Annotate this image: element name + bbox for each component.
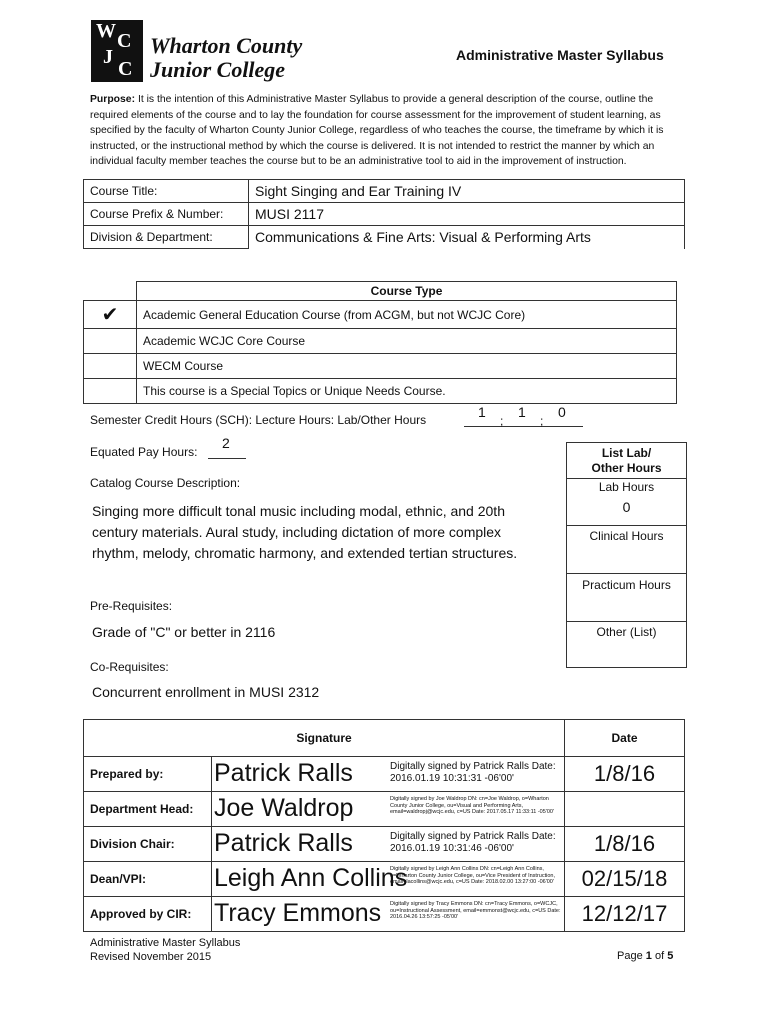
checkbox-wecm[interactable] [84,354,137,379]
college-logo-mark [91,20,143,82]
lab-hours-label: Lab Hours [598,480,655,494]
page-current: 1 [645,950,652,962]
course-title-label: Course Title: [84,180,249,203]
signer-name: Joe Waldrop [214,794,354,822]
course-prefix-value: MUSI 2117 [249,203,685,226]
digital-signature-note: Digitally signed by Joe Waldrop DN: cn=Joe Waldrop, o=Wharton County Junior College, ou=Visual and Performing Arts, email=waldropj@wcjc.edu, c=US Date: 2017.05.17 11:33:11 -05'00' [390,796,555,815]
practicum-hours-label: Practicum Hours [582,578,671,592]
signature-role: Prepared by: [84,757,212,792]
practicum-hours-cell [567,574,686,622]
course-type-row [84,329,677,354]
sch-underline [464,426,583,427]
signature-cell [212,792,565,827]
page-prefix: Page [617,950,643,962]
signer-name: Patrick Ralls [214,829,353,857]
footer-line2: Revised November 2015 [90,951,212,963]
signature-cell [212,757,565,792]
division-value: Communications & Fine Arts: Visual & Performing Arts [249,226,685,249]
catalog-label: Catalog Course Description: [90,476,241,490]
digital-signature-note: Digitally signed by Tracy Emmons DN: cn=Tracy Emmons, o=WCJC, ou=Instructional Assessment, email=emmonst@wcjc.edu, c=US Date: 2016.04.26 13:57:25 -05'00' [390,901,561,920]
hours-header-line: List Lab/ [601,446,652,460]
course-type-label: Academic General Education Course (from ACGM, but not WCJC Core) [137,301,677,329]
logo-letter: J [103,46,113,68]
signature-date [565,792,685,827]
catalog-line: rhythm, melody, chromatic harmony, and extended tertian structures. [92,545,518,561]
course-type-row [84,301,677,329]
checkbox-acgm[interactable]: ✔ [84,301,137,329]
course-type-heading: Course Type [137,282,677,301]
sch-label: Semester Credit Hours (SCH): Lecture Hours: Lab/Other Hours [90,413,427,427]
signature-date: 02/15/18 [565,862,685,897]
signer-name: Patrick Ralls [214,759,353,787]
course-type-row [84,379,677,404]
logo-letter: W [96,20,116,42]
signature-role: Division Chair: [84,827,212,862]
footer-line1: Administrative Master Syllabus [90,937,241,949]
signer-name: Tracy Emmons [214,899,382,927]
digital-signature-note: Digitally signed by Patrick Ralls Date: 2016.01.19 10:31:46 -06'00' [390,831,556,854]
lab-hours-cell [567,479,686,526]
signature-row [84,897,685,932]
lab-hours-cell-value: 0 [622,499,631,515]
course-type-table [83,281,677,404]
page-of: of [654,950,665,962]
division-label: Division & Department: [84,226,249,249]
signature-cell [212,827,565,862]
course-type-empty-header [84,282,137,301]
clinical-hours-cell [567,526,686,574]
sch-separator: ; [540,414,544,428]
signature-row [84,757,685,792]
document-title: Administrative Master Syllabus [456,47,664,63]
course-prefix-label: Course Prefix & Number: [84,203,249,226]
sch-value: 1 [478,404,486,420]
signature-column-header: Signature [84,720,565,757]
coreq-value: Concurrent enrollment in MUSI 2312 [92,684,320,700]
clinical-hours-label: Clinical Hours [589,529,664,543]
coreq-label: Co-Requisites: [90,660,169,674]
college-name-line2: Junior College [150,57,286,82]
checkbox-special-topics[interactable] [84,379,137,404]
course-type-label: Academic WCJC Core Course [137,329,677,354]
prereq-label: Pre-Requisites: [90,599,173,613]
signature-date: 1/8/16 [565,827,685,862]
prereq-value: Grade of "C" or better in 2116 [92,624,276,640]
lab-other-hours-header [567,443,686,479]
logo-letter: C [117,30,132,52]
signature-row [84,827,685,862]
hours-header-line: Other Hours [591,461,662,475]
digital-signature-note: Digitally signed by Patrick Ralls Date: 2016.01.19 10:31:31 -06'00' [390,761,556,784]
signature-date: 1/8/16 [565,757,685,792]
course-info-row [84,203,685,226]
purpose-label: Purpose: [90,94,136,105]
purpose-paragraph [90,92,682,170]
catalog-line: Singing more difficult tonal music including modal, ethnic, and 20th [92,503,505,519]
course-info-row [84,226,685,249]
equated-pay-value: 2 [222,435,230,451]
equated-pay-label: Equated Pay Hours: [90,445,198,459]
lab-hours-value: 0 [558,404,566,420]
digital-signature-note: Digitally signed by Leigh Ann Collins DN: cn=Leigh Ann Collins, o=Wharton County Junior College, ou=Vice President of Instruction, email=lacollins@wcjc.edu, c=US Date: 2018.02.00 13:27:00 -06'00' [390,866,555,885]
signature-table [83,719,685,932]
other-hours-cell [567,622,686,666]
course-type-row [84,354,677,379]
lab-other-hours-box [566,442,687,668]
signature-role: Dean/VPI: [84,862,212,897]
catalog-description [92,501,517,564]
course-info-table [83,179,685,249]
logo-letter: C [118,58,133,80]
page-number [617,950,673,962]
signature-date: 12/12/17 [565,897,685,932]
footer [90,936,240,964]
signature-role: Department Head: [84,792,212,827]
other-hours-label: Other (List) [596,625,657,639]
signature-row [84,862,685,897]
course-type-label: This course is a Special Topics or Unique Needs Course. [137,379,677,404]
college-name [150,34,302,82]
checkbox-wcjc-core[interactable] [84,329,137,354]
signature-row [84,792,685,827]
course-type-label: WECM Course [137,354,677,379]
date-column-header: Date [565,720,685,757]
signature-cell [212,862,565,897]
purpose-text: It is the intention of this Administrative Master Syllabus to provide a general description of the course, outline the required elements of the course and to lay the foundation for course assessment for the improvement of student learning, as specified by the faculty of Wharton County Junior College, regardless of who teaches the course, the timeframe by which it is instructed, or the instructional method by which the course is delivered. It is not intended to restrict the manner by which an individual faculty member teaches the course but to be an administrative tool to aid in the improvement of instruction. [90,94,664,167]
signer-name: Leigh Ann Collins [214,864,408,892]
course-title-value: Sight Singing and Ear Training IV [249,180,685,203]
signature-role: Approved by CIR: [84,897,212,932]
catalog-line: century materials. Aural study, including dictation of more complex [92,524,502,540]
page-total: 5 [667,950,674,962]
signature-cell [212,897,565,932]
college-name-line1: Wharton County [150,33,303,58]
lecture-hours-value: 1 [518,404,526,420]
course-info-row [84,180,685,203]
equated-pay-underline [208,458,246,459]
sch-separator: ; [500,414,504,428]
